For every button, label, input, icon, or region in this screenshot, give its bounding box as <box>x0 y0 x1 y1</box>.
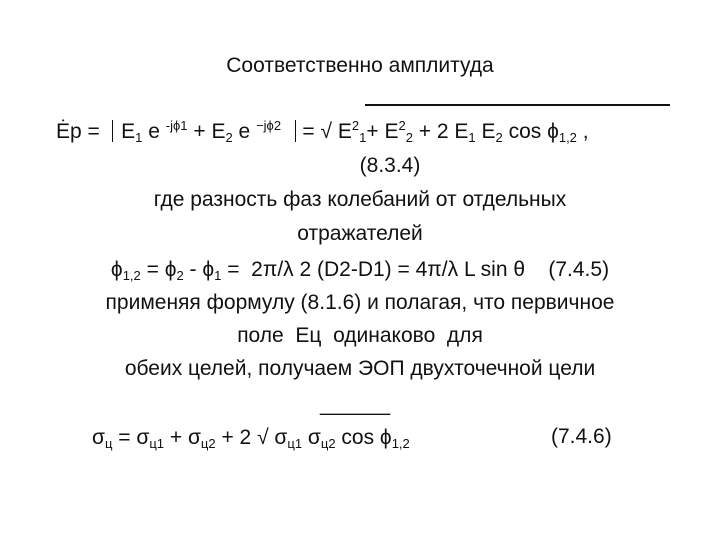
eq3-f-sub: 1,2 <box>391 436 410 451</box>
eq3-b: = σ <box>118 426 150 449</box>
eq3-f: cos ϕ <box>341 426 392 449</box>
eq2-p2: = ϕ <box>146 258 177 281</box>
eq1-exp2-base: e <box>238 120 251 143</box>
eq1-exp2: −jϕ2 <box>256 118 282 133</box>
heading: Соответственно амплитуда <box>226 54 494 77</box>
eq1-t2-sup: 2 <box>398 118 406 133</box>
eq1-e2-sub: 2 <box>225 130 233 145</box>
sqrt-overline <box>365 104 670 106</box>
eq1-t1-sub: 1 <box>359 130 367 145</box>
eq1-tail2-sub: 2 <box>495 130 503 145</box>
eq3-e: σ <box>307 426 321 449</box>
equation-amplitude <box>56 119 589 145</box>
eq2-p1: ϕ <box>110 258 123 281</box>
eq3-a-sub: ц <box>104 436 113 451</box>
eq3-d-sub: ц1 <box>287 436 303 451</box>
eq2-p2-sub: 2 <box>176 268 184 283</box>
eq1-cos: cos ϕ <box>508 120 559 143</box>
eq3-number: (7.4.6) <box>551 425 612 448</box>
eq1-number: (8.3.4) <box>359 154 421 177</box>
eq1-tail1-sub: 1 <box>468 130 476 145</box>
eq3-b-sub: ц1 <box>149 436 165 451</box>
abs-bar-right <box>295 120 297 142</box>
text-line-2: отражателей <box>297 222 423 245</box>
underline-mark: ______ <box>320 393 391 416</box>
eq1-e1: E <box>121 120 136 143</box>
eq3-a: σ <box>92 426 105 449</box>
eq1-t1-sup: 2 <box>351 118 360 133</box>
eq1-e1-sub: 1 <box>135 130 143 145</box>
eq3-e-sub: ц2 <box>320 436 336 451</box>
eq1-lhs: Ėр = <box>56 120 100 143</box>
eq2-p4: = 2π/λ 2 (D2-D1) = 4π/λ L sin θ (7.4.5) <box>227 258 610 281</box>
text-line-1: где разность фаз колебаний от отдельных <box>153 188 567 211</box>
text-line-4: поле Ец одинаково для <box>237 324 483 347</box>
eq1-plus2: + E <box>366 120 399 143</box>
eq2-p1-sub: 1,2 <box>122 268 141 283</box>
eq1-comma: , <box>582 120 589 143</box>
eq1-plus1: + E <box>193 120 226 143</box>
eq1-exp1-base: e <box>148 120 160 143</box>
eq1-equals-sqrt: = √ E <box>302 120 352 143</box>
eq2-p3-sub: 1 <box>214 268 222 283</box>
text-line-5: обеих целей, получаем ЭОП двухточечной цели <box>124 357 596 380</box>
equation-phase-difference <box>0 257 720 283</box>
abs-bar-left <box>112 120 114 142</box>
text-line-3: применяя формулу (8.1.6) и полагая, что первичное <box>105 291 615 314</box>
equation-eop <box>92 425 410 451</box>
eq1-exp1: -jϕ1 <box>165 118 188 133</box>
eq3-c-sub: ц2 <box>200 436 216 451</box>
eq1-tail1: + 2 E <box>418 120 469 143</box>
eq1-tail2: E <box>481 120 496 143</box>
eq1-t2-sub: 2 <box>405 130 413 145</box>
eq3-c: + σ <box>169 426 201 449</box>
eq1-cos-sub: 1,2 <box>558 130 577 145</box>
eq3-d: + 2 √ σ <box>221 426 288 449</box>
eq2-p3: - ϕ <box>189 258 215 281</box>
